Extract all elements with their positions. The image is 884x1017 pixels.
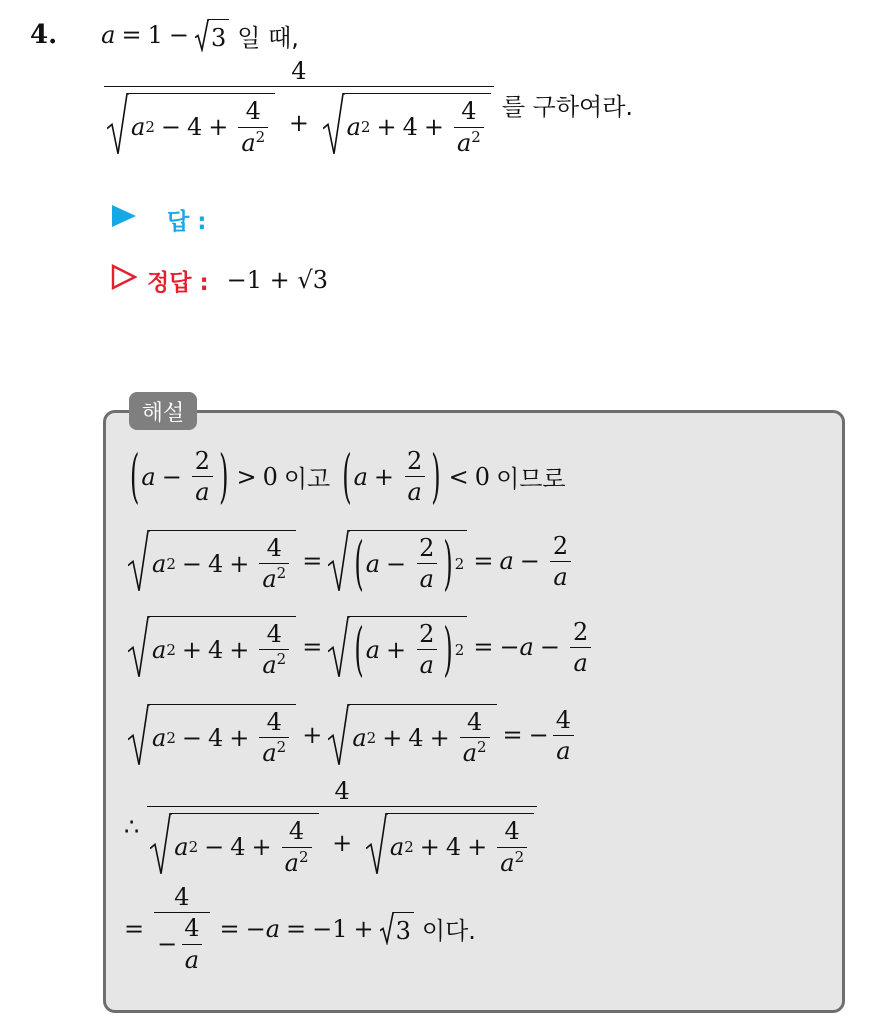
explanation-line-4: a 2 − 4 + $\frac{4}{a^2}$ + a 2 + 4 + $\frac{4}{a^2}$ = − $\frac{4}{a}$ bbox=[128, 704, 578, 767]
explanation-line-6: = 4 − $\frac{4}{a}$ = − a = −1 + 3 이다. bbox=[124, 883, 476, 974]
explanation-line-1: ( a − $\frac{2}{a}$ ) > 0 이고 ( a + $\frac{2}{a}$ ) < 0 이므로 bbox=[130, 443, 566, 511]
question-suffix: 를 구하여라. bbox=[501, 92, 634, 121]
filled-triangle-icon bbox=[111, 204, 137, 234]
correct-answer-value: −1 + √3 bbox=[226, 266, 328, 294]
sqrt3: 3 bbox=[195, 19, 229, 52]
answer-row bbox=[111, 202, 206, 236]
question-condition: 일 때, bbox=[237, 23, 299, 52]
explanation-tag: 해설 bbox=[129, 392, 197, 430]
explanation-line-3: a 2 + 4 + $\frac{4}{a^2}$ = ( a + $\frac{2}{a}$ ) 2 = − a − $\frac{2}{a}$ bbox=[128, 616, 595, 679]
explanation-line-5: ∴ 4 a 2 − 4 + $\frac{4}{a^2}$ + a 2 + 4 + $\frac{4}{a^2}$ bbox=[124, 778, 537, 876]
correct-answer-label: 정답 : bbox=[147, 269, 209, 296]
question-expression bbox=[104, 58, 633, 156]
explanation-line-2: a 2 − 4 + $\frac{4}{a^2}$ = ( a − $\frac{2}{a}$ ) 2 = a − $\frac{2}{a}$ bbox=[128, 530, 575, 593]
question-header: 4. a = 1 − 3 일 때, bbox=[30, 16, 299, 54]
answer-label: 답 : bbox=[167, 208, 207, 235]
outline-triangle-icon bbox=[111, 264, 137, 296]
correct-answer-row bbox=[111, 262, 328, 298]
question-number: 4. bbox=[30, 20, 58, 50]
main-fraction: 4 a 2 − 4 + $\frac{4}{a^2}$ + a 2 + 4 + $\frac{4}{a^2}$ bbox=[104, 58, 494, 156]
